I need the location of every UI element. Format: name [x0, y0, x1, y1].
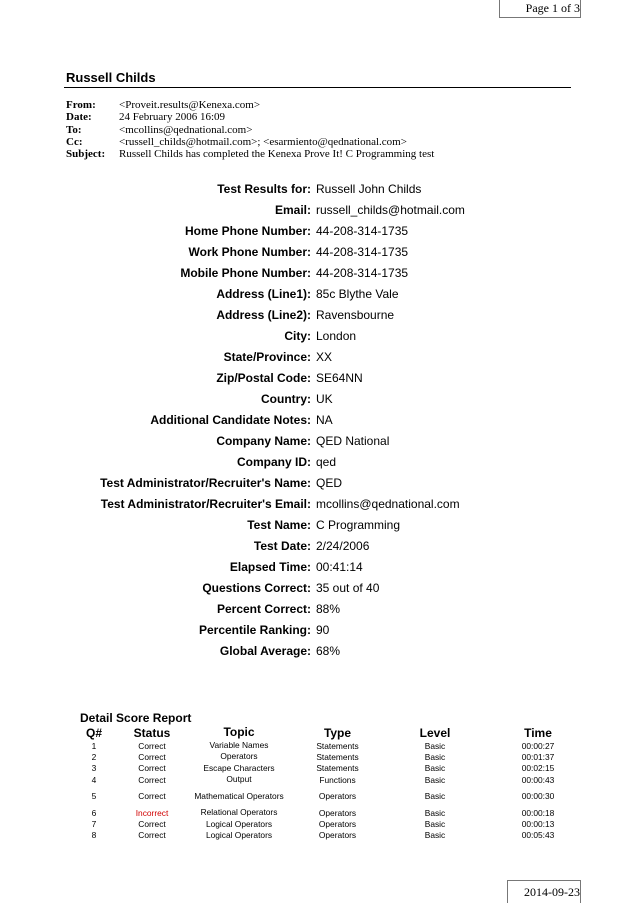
question-number: 8 — [91, 830, 97, 841]
result-value: 44-208-314-1735 — [316, 223, 409, 238]
status-cell: Correct — [138, 830, 166, 841]
result-value: qed — [316, 454, 337, 469]
result-value: Ravensbourne — [316, 307, 395, 322]
result-row — [66, 493, 586, 514]
time-cell: 00:00:43 — [521, 774, 555, 785]
footer-date: 2014-09-23 — [524, 885, 580, 899]
result-value: russell_childs@hotmail.com — [316, 202, 465, 217]
result-value: 44-208-314-1735 — [316, 244, 409, 259]
header-cc-row — [66, 136, 434, 148]
type-cell: Operators — [318, 830, 357, 841]
table-row — [66, 774, 586, 785]
question-number: 1 — [91, 740, 97, 751]
status-cell: Correct — [138, 763, 166, 774]
status-cell: Correct — [138, 751, 166, 762]
header-label: Subject: — [66, 148, 106, 161]
result-label: Address (Line2): — [216, 307, 311, 322]
result-row — [66, 535, 586, 556]
column-header-type: Type — [323, 725, 352, 740]
type-cell: Statements — [316, 740, 359, 751]
table-row — [66, 763, 586, 774]
column-header-q: Q# — [85, 725, 102, 740]
title-divider — [64, 87, 571, 88]
result-row — [66, 430, 586, 451]
header-label: To: — [66, 123, 82, 136]
result-value: QED National — [316, 433, 390, 448]
result-value: XX — [316, 349, 333, 364]
result-value: Russell John Childs — [316, 181, 422, 196]
topic-cell: Logical Operators — [205, 829, 273, 840]
column-header-status: Status — [133, 725, 171, 740]
result-label: Address (Line1): — [216, 286, 311, 301]
result-row — [66, 346, 586, 367]
topic-cell: Mathematical Operators — [194, 790, 284, 801]
table-row — [66, 818, 586, 829]
detail-rows — [66, 740, 586, 841]
result-label: Company Name: — [216, 433, 311, 448]
column-header-level: Level — [419, 725, 451, 740]
status-cell: Incorrect — [135, 807, 169, 818]
result-label: Additional Candidate Notes: — [150, 412, 311, 427]
result-value: 00:41:14 — [316, 559, 363, 574]
result-row — [66, 178, 586, 199]
result-value: 35 out of 40 — [316, 580, 380, 595]
level-cell: Basic — [424, 740, 446, 751]
status-cell: Correct — [138, 774, 166, 785]
test-results-table — [66, 178, 586, 661]
level-cell: Basic — [424, 774, 446, 785]
header-value: 24 February 2006 16:09 — [119, 111, 226, 124]
result-label: Test Date: — [253, 538, 311, 553]
result-row — [66, 388, 586, 409]
result-label: Home Phone Number: — [184, 223, 311, 238]
question-number: 2 — [91, 751, 97, 762]
result-label: Global Average: — [219, 643, 311, 658]
result-label: Elapsed Time: — [229, 559, 311, 574]
result-value: 90 — [316, 622, 330, 637]
status-cell: Correct — [138, 819, 166, 830]
column-header-topic: Topic — [223, 725, 255, 739]
topic-cell: Relational Operators — [200, 807, 278, 818]
email-header — [66, 99, 434, 160]
type-cell: Operators — [318, 819, 357, 830]
time-cell: 00:00:30 — [521, 791, 555, 802]
result-row — [66, 241, 586, 262]
column-header-time: Time — [524, 725, 552, 740]
result-row — [66, 409, 586, 430]
time-cell: 00:00:13 — [521, 819, 555, 830]
result-row — [66, 556, 586, 577]
result-row — [66, 304, 586, 325]
level-cell: Basic — [424, 830, 446, 841]
result-row — [66, 640, 586, 661]
result-row — [66, 325, 586, 346]
time-cell: 00:05:43 — [521, 830, 555, 841]
topic-cell: Escape Characters — [203, 762, 275, 773]
result-value: mcollins@qednational.com — [316, 496, 460, 511]
result-value: SE64NN — [316, 370, 363, 385]
time-cell: 00:01:37 — [521, 751, 555, 762]
result-row — [66, 577, 586, 598]
type-cell: Operators — [318, 791, 357, 802]
topic-cell: Logical Operators — [205, 818, 273, 829]
header-to-row — [66, 124, 434, 136]
result-label: State/Province: — [223, 349, 311, 364]
result-value: 85c Blythe Vale — [316, 286, 399, 301]
result-row — [66, 283, 586, 304]
table-row — [66, 807, 586, 818]
result-label: Test Name: — [247, 517, 311, 532]
header-value: Russell Childs has completed the Kenexa Prove It! C Programming test — [119, 148, 435, 161]
result-value: London — [316, 328, 357, 343]
question-number: 3 — [91, 763, 97, 774]
type-cell: Operators — [318, 807, 357, 818]
result-row — [66, 598, 586, 619]
status-cell: Correct — [138, 740, 166, 751]
detail-score-table — [66, 725, 586, 841]
table-row — [66, 785, 586, 807]
result-row — [66, 367, 586, 388]
result-label: Mobile Phone Number: — [180, 265, 311, 280]
header-value: <Proveit.results@Kenexa.com> — [119, 99, 261, 111]
page-number: Page 1 of 3 — [525, 1, 580, 15]
header-label: From: — [66, 99, 96, 111]
result-row — [66, 451, 586, 472]
level-cell: Basic — [424, 763, 446, 774]
question-number: 4 — [91, 774, 97, 785]
result-value: C Programming — [316, 517, 401, 532]
result-label: City: — [284, 328, 311, 343]
result-label: Country: — [261, 391, 311, 406]
level-cell: Basic — [424, 807, 446, 818]
result-value: 68% — [316, 643, 341, 658]
level-cell: Basic — [424, 791, 446, 802]
result-row — [66, 220, 586, 241]
topic-cell: Operators — [220, 751, 258, 762]
result-row — [66, 619, 586, 640]
level-cell: Basic — [424, 819, 446, 830]
question-number: 5 — [91, 791, 97, 802]
header-date-row — [66, 111, 434, 123]
result-label: Company ID: — [236, 454, 311, 469]
table-row — [66, 740, 586, 751]
result-value: NA — [316, 412, 333, 427]
result-label: Percentile Ranking: — [198, 622, 311, 637]
result-label: Percent Correct: — [216, 601, 311, 616]
header-label: Date: — [66, 111, 92, 124]
topic-cell: Variable Names — [209, 740, 269, 751]
detail-report-title: Detail Score Report — [80, 711, 192, 725]
result-label: Zip/Postal Code: — [216, 370, 311, 385]
time-cell: 00:00:18 — [521, 807, 555, 818]
type-cell: Statements — [316, 751, 359, 762]
result-row — [66, 472, 586, 493]
time-cell: 00:02:15 — [521, 763, 555, 774]
header-subject-row — [66, 148, 434, 160]
result-row — [66, 262, 586, 283]
result-label: Test Administrator/Recruiter's Email: — [100, 496, 311, 511]
header-from-row — [66, 99, 434, 111]
result-row — [66, 199, 586, 220]
result-value: 2/24/2006 — [316, 538, 370, 553]
table-row — [66, 751, 586, 762]
result-label: Questions Correct: — [202, 580, 311, 595]
question-number: 6 — [91, 807, 97, 818]
result-label: Test Administrator/Recruiter's Name: — [100, 475, 311, 490]
type-cell: Statements — [316, 763, 359, 774]
result-value: UK — [316, 391, 333, 406]
header-value: <russell_childs@hotmail.com>; <esarmiento@qednational.com> — [119, 135, 407, 148]
question-number: 7 — [91, 819, 97, 830]
result-value: 44-208-314-1735 — [316, 265, 409, 280]
result-label: Email: — [274, 202, 311, 217]
time-cell: 00:00:27 — [521, 740, 555, 751]
result-value: QED — [316, 475, 343, 490]
result-value: 88% — [316, 601, 341, 616]
header-label: Cc: — [66, 135, 83, 148]
table-row — [66, 830, 586, 841]
result-label: Work Phone Number: — [188, 244, 311, 259]
table-header-row — [66, 725, 586, 740]
status-cell: Correct — [138, 791, 166, 802]
header-value: <mcollins@qednational.com> — [119, 123, 253, 136]
sender-name: Russell Childs — [66, 70, 156, 85]
topic-cell: Output — [226, 774, 252, 785]
result-label: Test Results for: — [217, 181, 311, 196]
result-row — [66, 514, 586, 535]
level-cell: Basic — [424, 751, 446, 762]
type-cell: Functions — [319, 774, 356, 785]
